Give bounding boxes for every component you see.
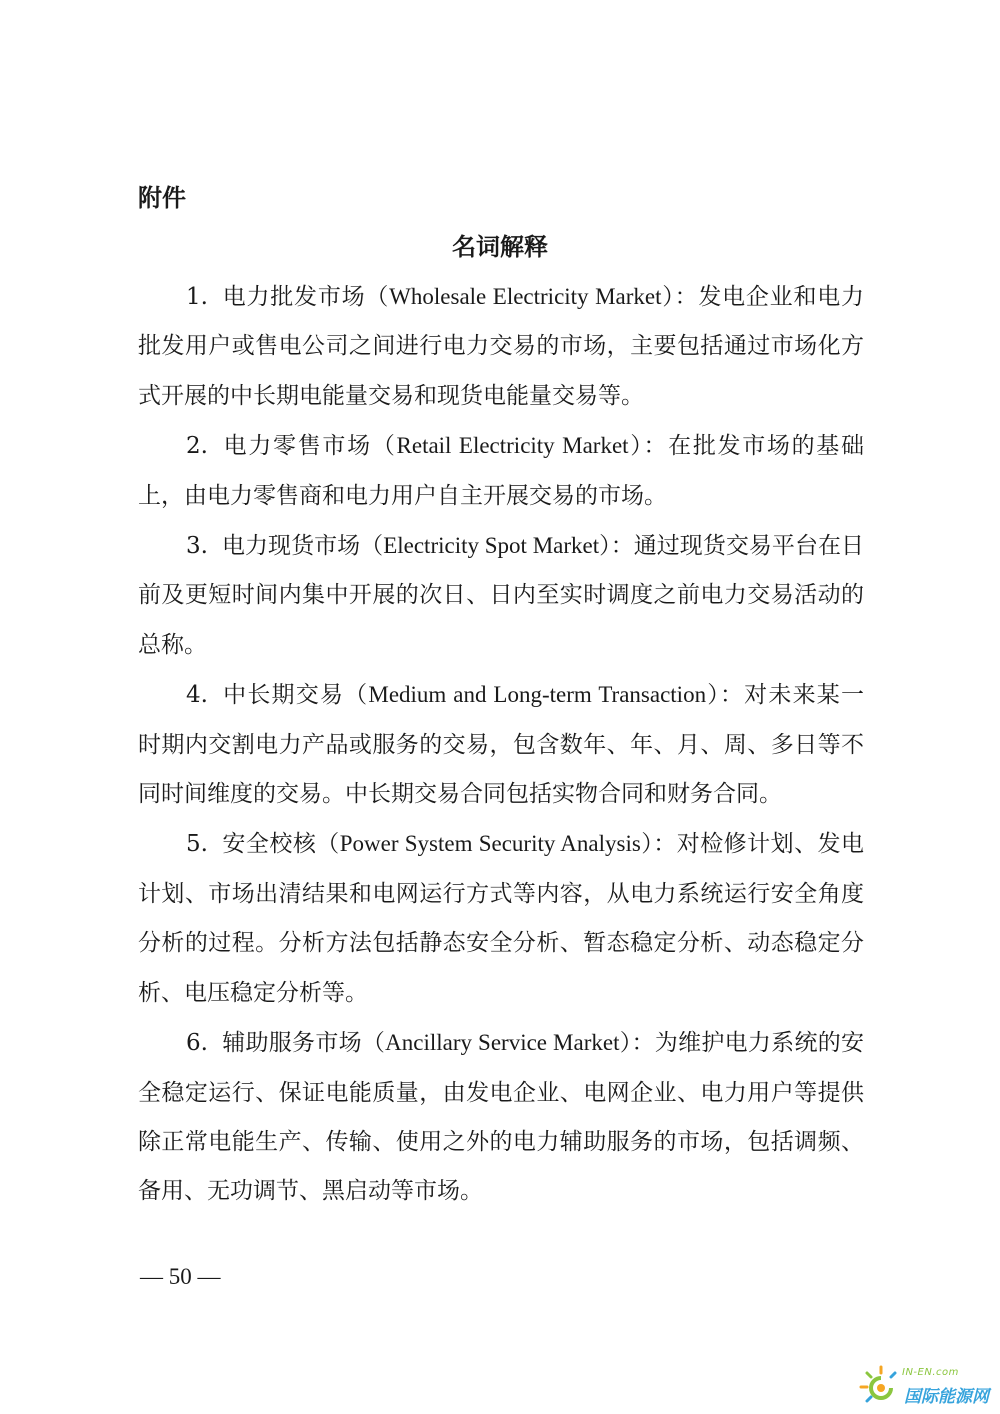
term-name: 辅助服务市场	[221, 1030, 362, 1057]
term-english: （Ancillary Service Market）	[361, 1030, 632, 1056]
term-definition: ：在批发市场的基础上，由电力零售商和电力用户自主开展交易的市场。	[138, 433, 864, 509]
term-english: （Wholesale Electricity Market）	[365, 284, 675, 309]
term-number: 4.	[186, 682, 208, 709]
term-item	[138, 421, 864, 521]
term-english: （Medium and Long-term Transaction）	[344, 682, 720, 708]
term-number: 5.	[186, 831, 208, 858]
term-name: 安全校核	[221, 831, 317, 858]
term-number: 2.	[186, 433, 208, 460]
term-definition: ：通过现货交易平台在日前及更短时间内集中开展的次日、日内至实时调度之前电力交易活动的总称。	[138, 533, 865, 658]
term-item	[138, 272, 864, 421]
watermark-name: 国际能源网	[904, 1387, 989, 1407]
term-name: 电力现货市场	[221, 533, 361, 560]
page-number: — 50 —	[140, 1264, 221, 1289]
sun-icon	[858, 1364, 904, 1410]
watermark-domain: IN-EN.com	[902, 1367, 959, 1378]
term-number: 3.	[186, 533, 208, 560]
term-english: （Retail Electricity Market）	[371, 433, 644, 459]
watermark-logo	[858, 1364, 998, 1410]
term-definition: ：对检修计划、发电计划、市场出清结果和电网运行方式等内容，从电力系统运行安全角度分析的过程。分析方法包括静态安全分析、暂态稳定分析、动态稳定分析、电压稳定分析等。	[138, 831, 864, 1006]
term-english: （Electricity Spot Market）	[360, 533, 611, 559]
term-name: 中长期交易	[221, 682, 345, 709]
term-name: 电力零售市场	[221, 433, 372, 460]
term-name: 电力批发市场	[221, 284, 366, 310]
term-number: 1.	[186, 284, 208, 310]
term-number: 6.	[186, 1030, 208, 1057]
term-list	[138, 272, 864, 1217]
term-item	[138, 670, 864, 819]
term-item	[138, 521, 864, 670]
term-english: （Power System Security Analysis）	[316, 831, 654, 857]
term-item	[138, 1018, 864, 1217]
page-title: 名词解释	[452, 233, 548, 261]
term-definition: ：发电企业和电力批发用户或售电公司之间进行电力交易的市场，主要包括通过市场化方式开展的中长期电能量交易和现货电能量交易等。	[138, 284, 865, 409]
term-definition: ：为维护电力系统的安全稳定运行、保证电能质量，由发电企业、电网企业、电力用户等提供除正常电能生产、传输、使用之外的电力辅助服务的市场，包括调频、备用、无功调节、黑启动等市场。	[138, 1030, 865, 1205]
attachment-label: 附件	[138, 184, 186, 212]
term-definition: ：对未来某一时期内交割电力产品或服务的交易，包含数年、年、月、周、多日等不同时间维度的交易。中长期交易合同包括实物合同和财务合同。	[138, 682, 864, 808]
term-item	[138, 819, 864, 1018]
